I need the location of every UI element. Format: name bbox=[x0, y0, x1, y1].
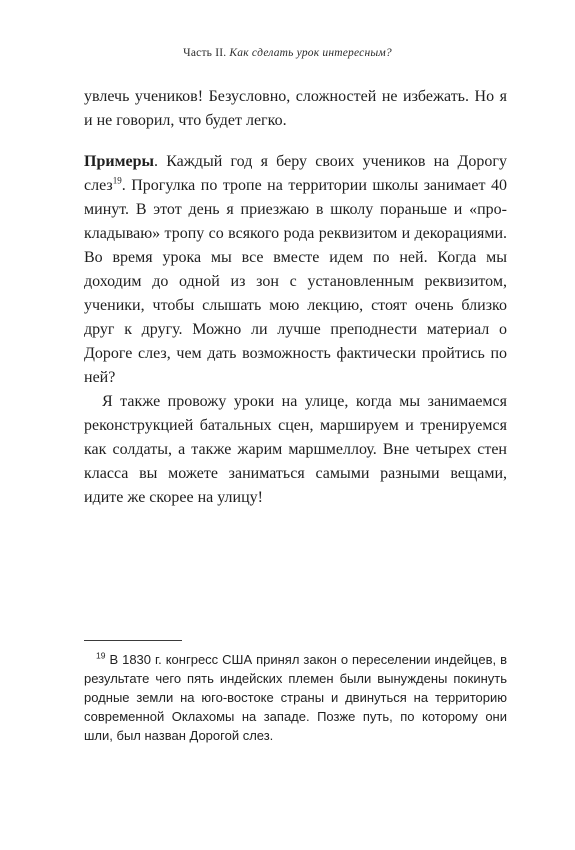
footnote-number: 19 bbox=[96, 650, 106, 661]
footnote-divider bbox=[84, 640, 182, 641]
running-header bbox=[0, 47, 575, 59]
running-header-part: Часть II. bbox=[183, 47, 227, 59]
examples-paragraph bbox=[84, 150, 507, 390]
footnote-reference[interactable]: 19 bbox=[112, 175, 122, 186]
footnote-text: В 1830 г. конгресс США принял закон о переселении индейцев, в результате чего пять индейских племен были вынуждены покинуть родные земли на юго-востоке страны и двинуться на территорию современной Оклахомы на западе. Позже путь, по которому они шли, был назван Дорогой слез. bbox=[84, 652, 507, 743]
running-header-subtitle: Как сделать урок интересным? bbox=[229, 47, 392, 59]
examples-lead: Примеры bbox=[84, 153, 154, 170]
examples-text-2: . Прогулка по тропе на территории школы занимает 40 минут. В этот день я приезжаю в школу пораньше и «прокладываю» тропу со всякого рода реквизитом и декорациями. Во время урока мы все вместе идем по ней. Когда мы доходим до одной из зон с установленным реквизитом, ученики, чтобы слышать мою лекцию, стоят очень близко друг к другу. Можно ли лучше преподнести материал о Дороге слез, чем дать возможность фактически пройтись по ней? bbox=[84, 177, 507, 386]
examples-text-1: . Каждый год я беру своих учеников на Дорогу слез bbox=[84, 153, 507, 194]
footnote bbox=[84, 650, 507, 745]
examples-section bbox=[84, 150, 507, 510]
outdoors-paragraph: Я также провожу уроки на улице, когда мы занимаемся реконструкцией батальных сцен, маршируем и тренируемся как солдаты, а также жарим маршмеллоу. Вне четырех стен класса вы можете заниматься самыми разными вещами, идите же скорее на улицу! bbox=[84, 393, 507, 506]
continuation-text: увлечь учеников! Безусловно, сложностей не избежать. Но я и не говорил, что будет легко. bbox=[84, 88, 507, 129]
continuation-paragraph bbox=[84, 85, 507, 133]
